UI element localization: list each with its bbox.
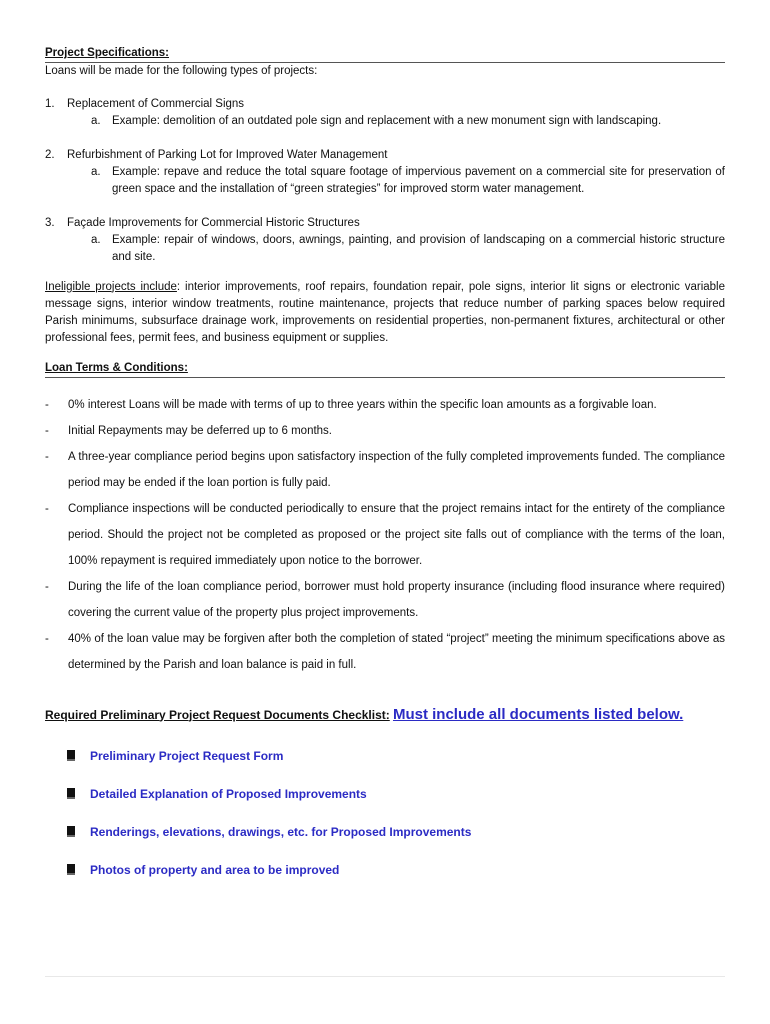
list-item (67, 737, 725, 775)
footer-divider (45, 976, 725, 977)
loan-term-text: 40% of the loan value may be forgiven after both the completion of stated “project” meeting the minimum specifications above as determined by the Parish and loan balance is paid in full. (68, 632, 725, 671)
list-item (45, 574, 725, 626)
checklist-heading (45, 704, 725, 727)
item-title: Façade Improvements for Commercial Historic Structures (67, 216, 360, 229)
dash-bullet: - (45, 580, 49, 593)
project-specs-intro: Loans will be made for the following types of projects: (45, 65, 318, 77)
list-item (67, 775, 725, 813)
dash-bullet: - (45, 450, 49, 463)
loan-term-text: 0% interest Loans will be made with terms of up to three years within the specific loan amounts as a forgivable loan. (68, 398, 657, 411)
loan-term-text: During the life of the loan compliance period, borrower must hold property insurance (including flood insurance where required) covering the current value of the property plus project improvements. (68, 580, 725, 619)
list-item (45, 626, 725, 678)
loan-term-text: Initial Repayments may be deferred up to 6 months. (68, 424, 333, 437)
item-title: Refurbishment of Parking Lot for Improved Water Management (67, 148, 388, 161)
item-example: Example: demolition of an outdated pole sign and replacement with a new monument sign with landscaping. (112, 115, 662, 127)
list-item (45, 496, 725, 574)
project-specs-heading: Project Specifications: (45, 46, 725, 63)
square-bullet-icon (67, 788, 75, 799)
loan-term-text: Compliance inspections will be conducted periodically to ensure that the project remains intact for the entirety of the compliance period. Should the project not be completed as proposed or the project site falls out of compliance with the terms of the loan, 100% repayment is required immediately upon notice to the borrower. (68, 502, 725, 567)
item-example: Example: repave and reduce the total square footage of impervious pavement on a commercial site for preservation of green space and the installation of “green strategies” for improved storm water management. (112, 165, 725, 195)
list-item (67, 813, 725, 851)
list-item (45, 418, 725, 444)
dash-bullet: - (45, 502, 49, 515)
item-title: Replacement of Commercial Signs (67, 98, 245, 110)
project-type-2 (45, 147, 725, 199)
checklist-item-text: Detailed Explanation of Proposed Improvements (90, 786, 367, 801)
item-number: 3. (45, 216, 55, 229)
checklist-label: Required Preliminary Project Request Documents Checklist: (45, 707, 390, 722)
dash-bullet: - (45, 424, 49, 437)
sub-item-letter: a. (91, 165, 101, 178)
square-bullet-icon (67, 750, 75, 761)
checklist-items (45, 737, 725, 889)
item-example: Example: repair of windows, doors, awnings, painting, and provision of landscaping on a commercial historic structure and site. (112, 233, 725, 263)
project-type-3 (45, 215, 725, 267)
list-item (67, 851, 725, 889)
item-number: 1. (45, 98, 55, 110)
dash-bullet: - (45, 632, 49, 645)
checklist-emphasis: Must include all documents listed below. (392, 705, 684, 723)
square-bullet-icon (67, 864, 75, 875)
square-bullet-icon (67, 826, 75, 837)
sub-item-letter: a. (91, 115, 101, 127)
checklist-item-text: Preliminary Project Request Form (90, 748, 284, 763)
project-type-1 (45, 96, 725, 131)
item-number: 2. (45, 148, 55, 161)
loan-terms-heading: Loan Terms & Conditions: (45, 361, 725, 378)
ineligible-label: Ineligible projects include (45, 280, 177, 293)
ineligible-paragraph (45, 279, 725, 347)
checklist-item-text: Renderings, elevations, drawings, etc. for Proposed Improvements (90, 824, 472, 839)
list-item (45, 444, 725, 496)
loan-terms-list (45, 392, 725, 678)
dash-bullet: - (45, 398, 49, 411)
checklist-item-text: Photos of property and area to be improved (90, 862, 340, 877)
loan-term-text: A three-year compliance period begins upon satisfactory inspection of the fully completed improvements funded. The compliance period may be ended if the loan portion is fully paid. (68, 450, 725, 489)
sub-item-letter: a. (91, 233, 101, 246)
list-item (45, 392, 725, 418)
ineligible-text: : interior improvements, roof repairs, foundation repair, pole signs, interior lit signs or electronic variable message signs, interior window treatments, routine maintenance, projects that reduce number of parking spaces below required Parish minimums, subsurface drainage work, improvements on residential properties, non-permanent fixtures, architectural or other professional fees, permit fees, and business equipment or supplies. (45, 280, 725, 344)
document-page (45, 46, 725, 889)
